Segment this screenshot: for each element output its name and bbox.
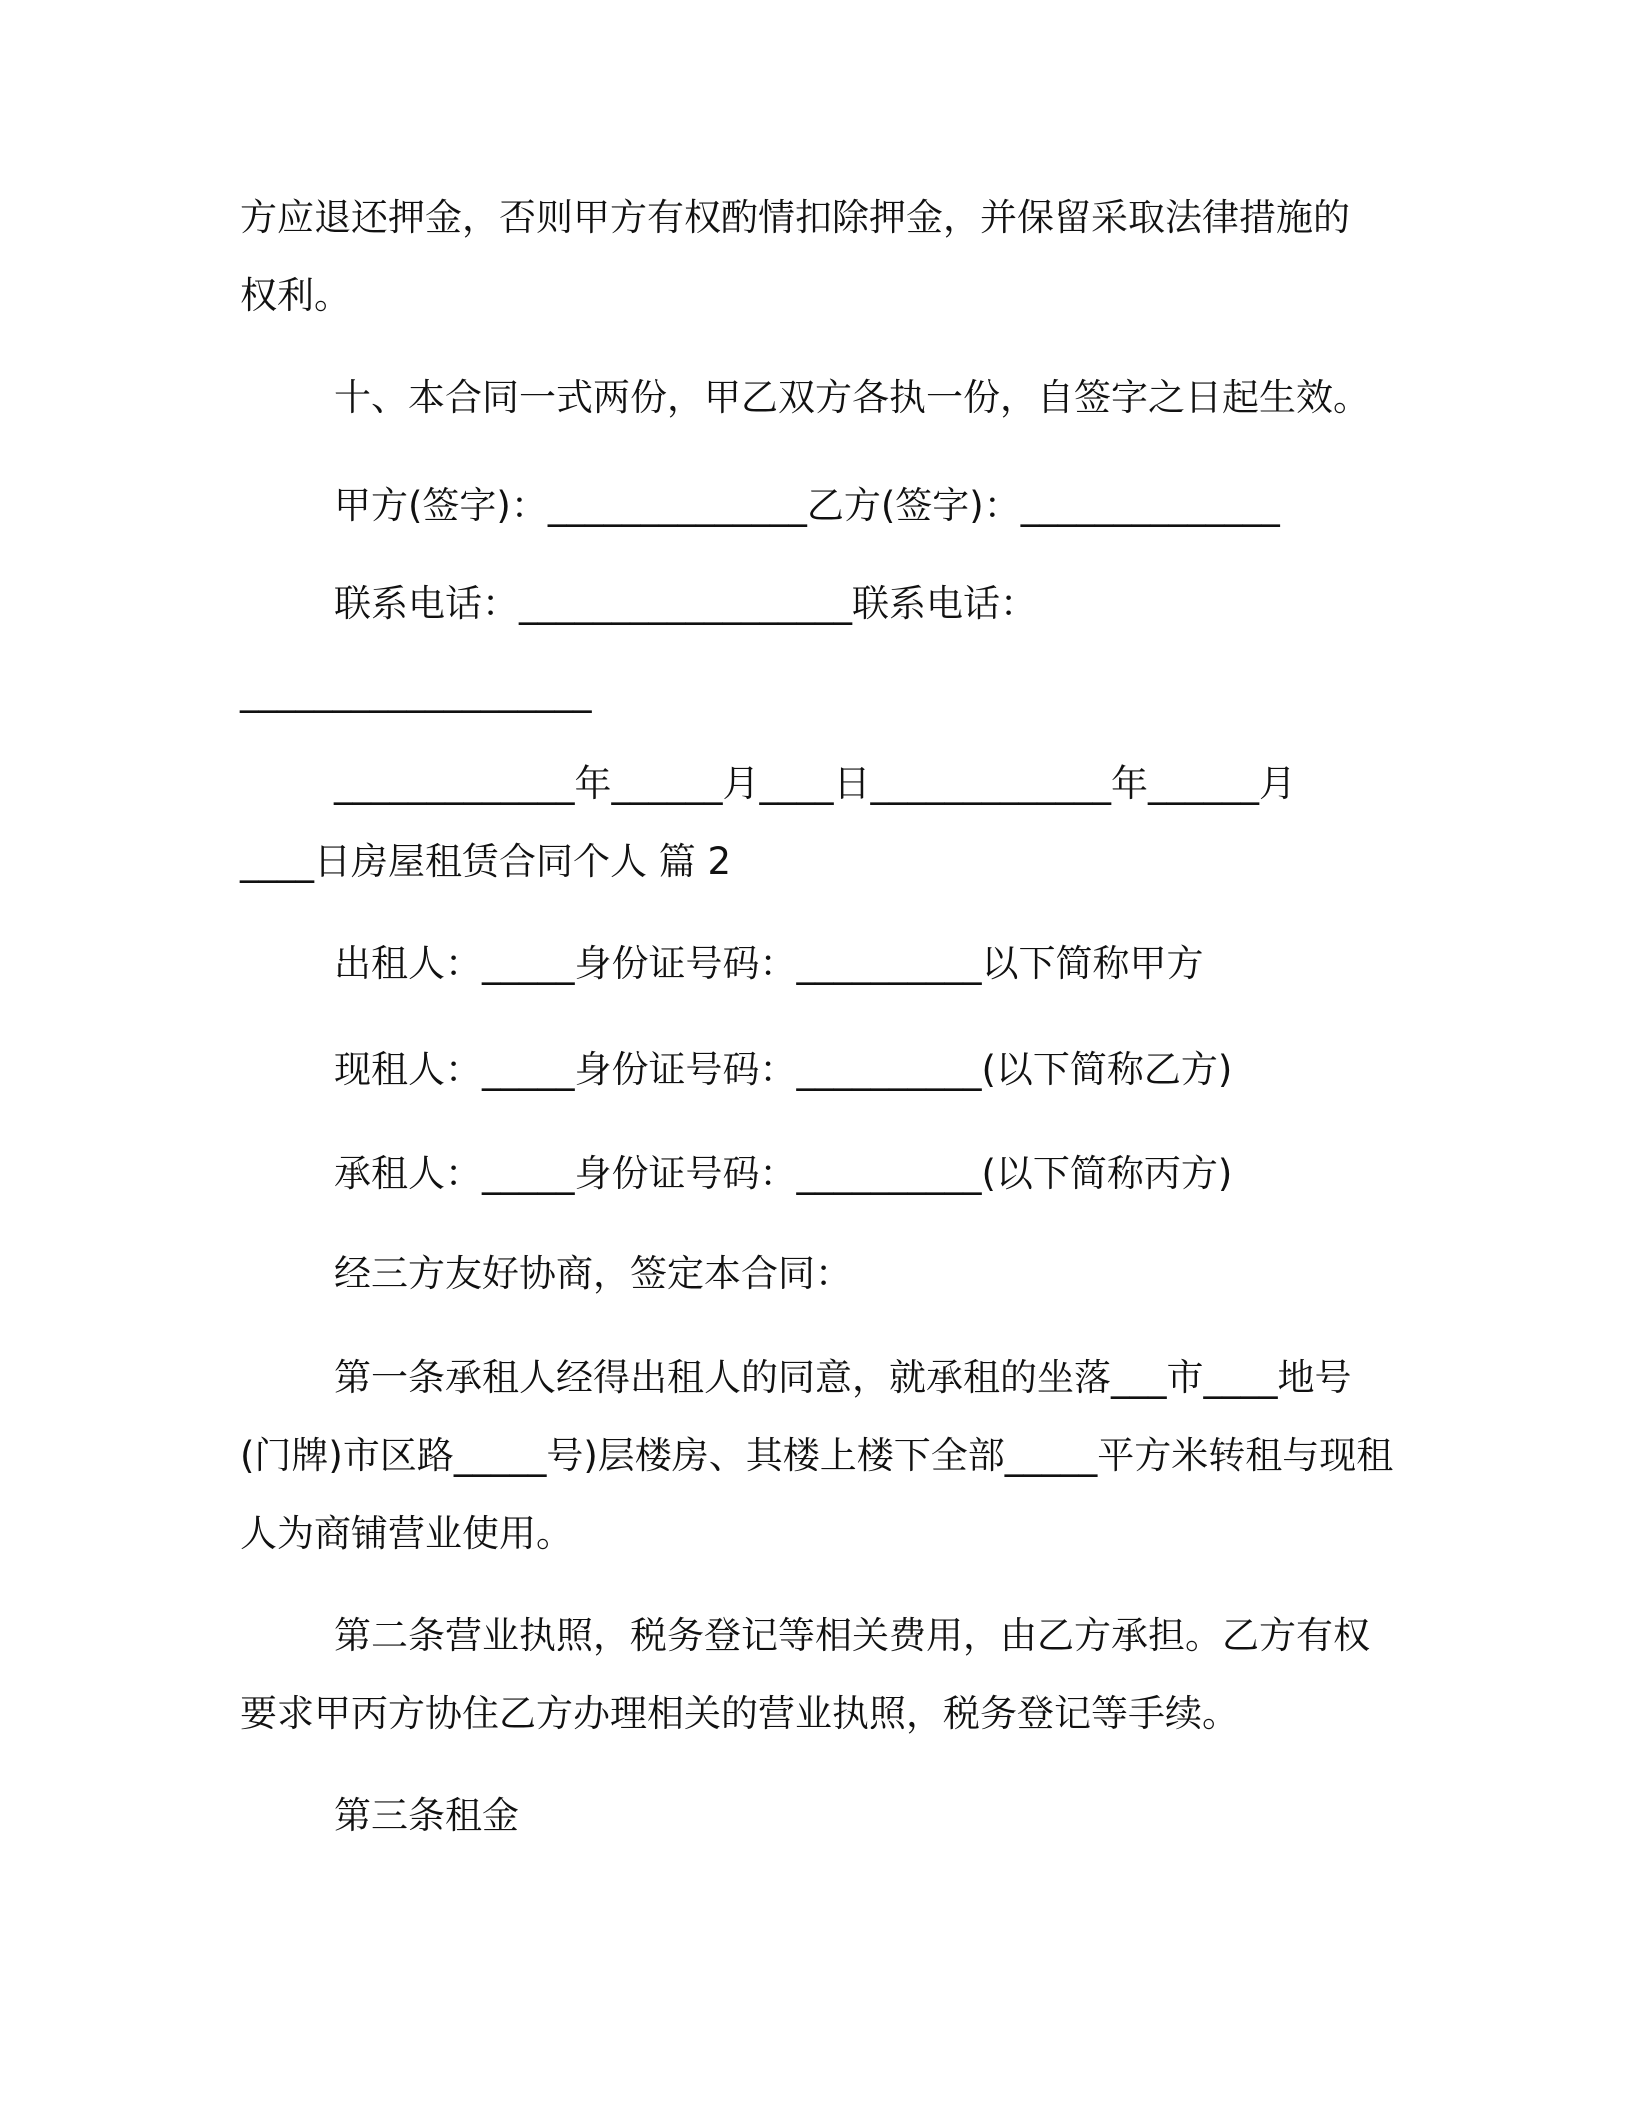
clause-heading: 第三条租金 [334, 1794, 519, 1837]
signature-line: 甲方(签字)：______________乙方(签字)：______________ [334, 484, 1280, 527]
clause-line: 第二条营业执照，税务登记等相关费用，由乙方承担。乙方有权 [334, 1614, 1370, 1657]
clause-line: (门牌)市区路_____号)层楼房、其楼上楼下全部_____平方米转租与现租 [240, 1434, 1394, 1477]
contact-blank-line: ___________________ [240, 670, 592, 713]
party-line: 现租人：_____身份证号码：__________(以下简称乙方) [334, 1048, 1233, 1091]
section-heading: ____日房屋租赁合同个人 篇 2 [240, 840, 732, 883]
contact-line: 联系电话：__________________联系电话： [334, 582, 1037, 625]
party-line: 承租人：_____身份证号码：__________(以下简称丙方) [334, 1152, 1233, 1195]
paragraph-line: 方应退还押金，否则甲方有权酌情扣除押金，并保留采取法律措施的 [240, 196, 1350, 239]
clause-line: 要求甲丙方协住乙方办理相关的营业执照，税务登记等手续。 [240, 1692, 1239, 1735]
paragraph-line: 十、本合同一式两份，甲乙双方各执一份，自签字之日起生效。 [334, 376, 1370, 419]
clause-line: 人为商铺营业使用。 [240, 1512, 573, 1555]
paragraph-line: 权利。 [240, 274, 351, 317]
paragraph-line: 经三方友好协商，签定本合同： [334, 1252, 852, 1295]
party-line: 出租人：_____身份证号码：__________以下简称甲方 [334, 942, 1204, 985]
clause-line: 第一条承租人经得出租人的同意，就承租的坐落___市____地号 [334, 1356, 1352, 1399]
date-line: _____________年______月____日_____________年______月 [334, 762, 1296, 805]
